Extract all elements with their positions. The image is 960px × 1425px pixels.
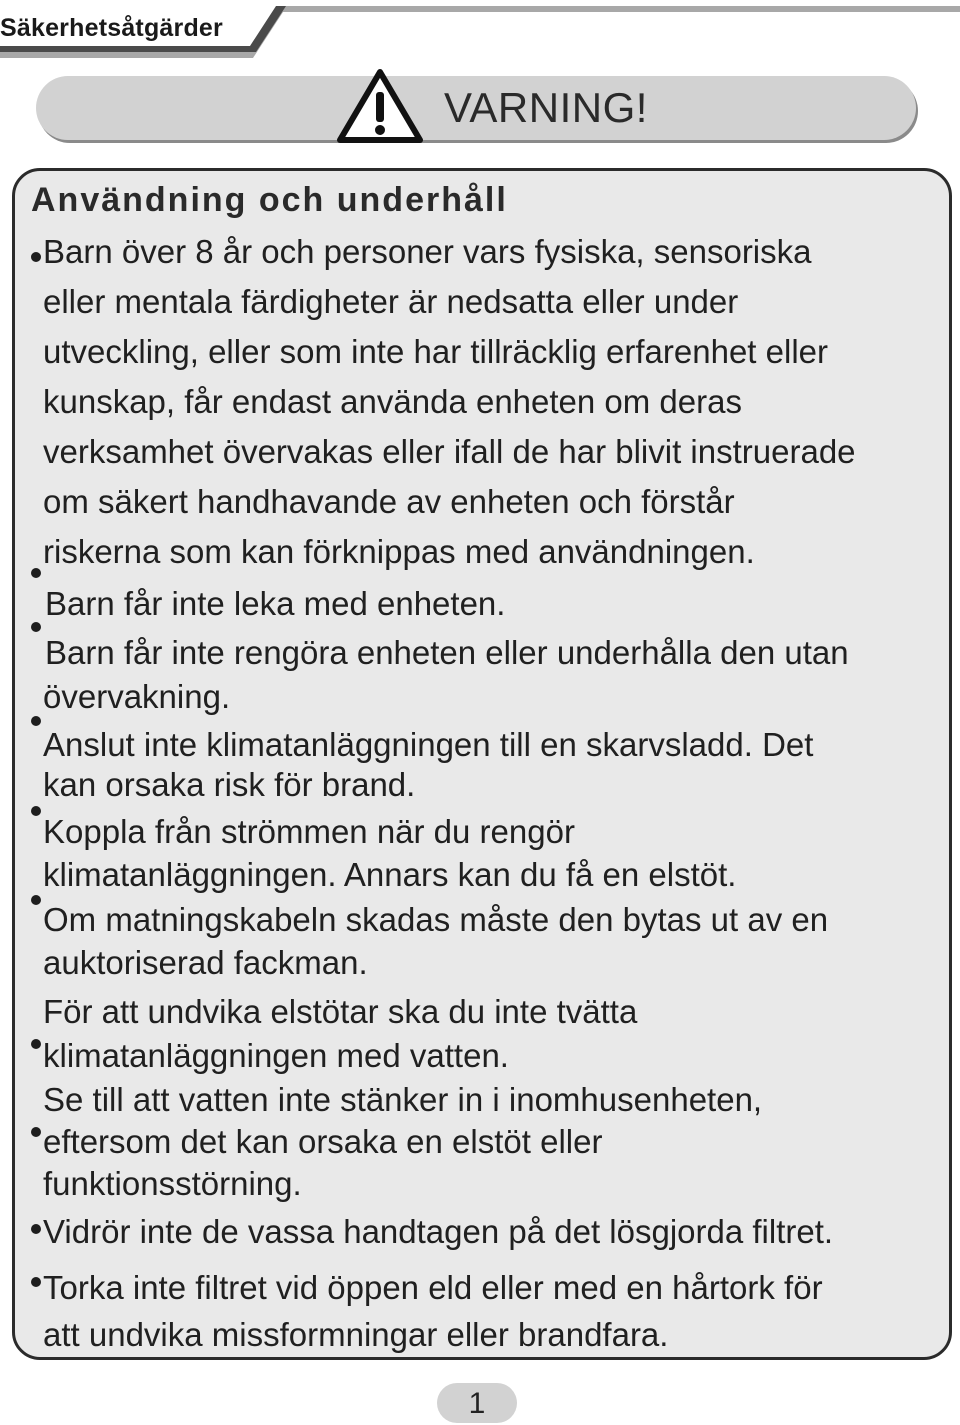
text-line: eller mentala färdigheter är nedsatta eller under [43, 283, 739, 320]
text-line: klimatanläggningen med vatten. [43, 1037, 509, 1074]
warning-label: VARNING! [444, 84, 648, 131]
warning-triangle-icon [336, 68, 424, 144]
text-line: Om matningskabeln skadas måste den bytas ut av en [43, 901, 829, 938]
text-line: Anslut inte klimatanläggningen till en skarvsladd. Det [43, 726, 814, 763]
text-line: kunskap, får endast använda enheten om deras [43, 383, 742, 420]
bullet-icon [31, 252, 41, 262]
bullet-icon [31, 1127, 41, 1137]
bullet-icon [31, 1039, 41, 1049]
section-title: Säkerhetsåtgärder [0, 14, 223, 42]
content-title: Användning och underhåll [31, 181, 508, 219]
text-line: Vidrör inte de vassa handtagen på det lösgjorda filtret. [43, 1213, 834, 1250]
bullet-icon [31, 895, 41, 905]
text-line: auktoriserad fackman. [43, 944, 368, 981]
text-line: klimatanläggningen. Annars kan du få en elstöt. [43, 856, 737, 893]
bullet-icon [31, 568, 41, 578]
text-line: riskerna som kan förknippas med användningen. [43, 533, 755, 570]
text-line: eftersom det kan orsaka en elstöt eller [43, 1123, 603, 1160]
text-line: Barn får inte leka med enheten. [45, 585, 506, 622]
text-line: verksamhet övervakas eller ifall de har blivit instruerade [43, 433, 856, 470]
bullet-icon [31, 622, 41, 632]
bullet-icon [31, 1224, 41, 1234]
text-line: För att undvika elstötar ska du inte tvätta [43, 993, 638, 1030]
bullet-icon [31, 716, 41, 726]
text-line: Se till att vatten inte stänker in i inomhusenheten, [43, 1081, 763, 1118]
text-line: Koppla från strömmen när du rengör [43, 813, 575, 850]
page-number-badge [437, 1383, 517, 1423]
page-number: 1 [468, 1387, 486, 1420]
text-line: Barn över 8 år och personer vars fysiska, sensoriska [43, 233, 812, 270]
text-line: om säkert handhavande av enheten och förstår [43, 483, 735, 520]
text-line: Torka inte filtret vid öppen eld eller med en hårtork för [43, 1269, 823, 1306]
safety-content-box [12, 168, 952, 1360]
text-line: övervakning. [43, 678, 231, 715]
warning-banner [36, 76, 916, 140]
text-line: funktionsstörning. [43, 1165, 302, 1202]
bullet-icon [31, 1277, 41, 1287]
text-line: att undvika missformningar eller brandfara. [43, 1316, 669, 1353]
text-line: Barn får inte rengöra enheten eller underhålla den utan [45, 634, 849, 671]
page-header [0, 0, 960, 60]
text-line: utveckling, eller som inte har tillräcklig erfarenhet eller [43, 333, 829, 370]
text-line: kan orsaka risk för brand. [43, 766, 416, 803]
bullet-icon [31, 806, 41, 816]
